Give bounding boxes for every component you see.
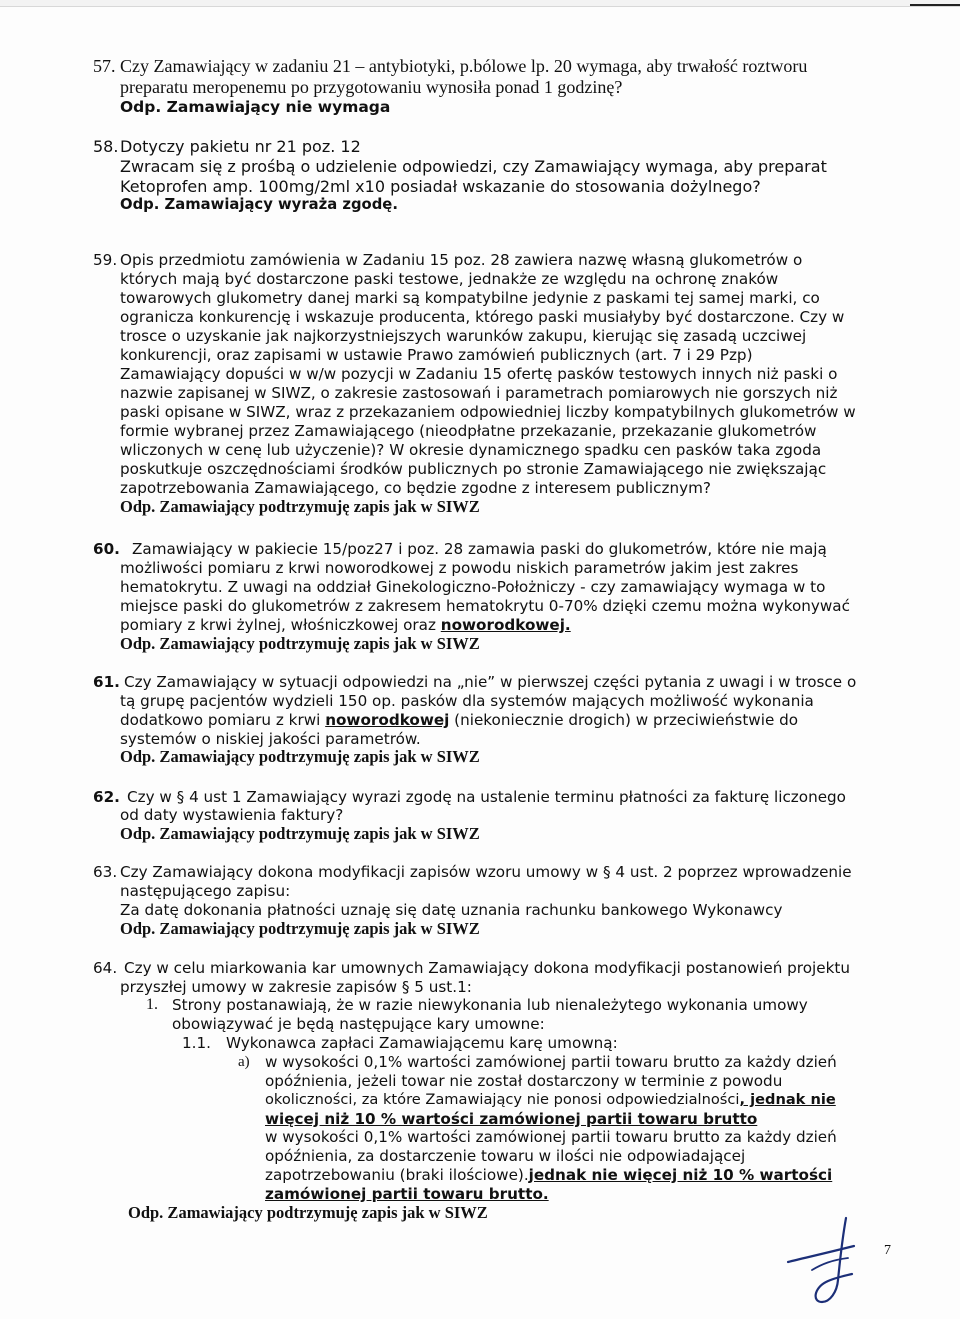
q60-number: 60. [93,540,120,558]
q64-a-line2: opóźnienia, jeżeli towar nie został dostarczony w terminie z powodu [265,1072,783,1090]
q64-a-line3 [265,1091,836,1108]
q64-item1-line1: Strony postanawiają, że w razie niewykonania lub nienależytego wykonania umowy [172,996,808,1014]
q63-line2: następującego zapisu: [120,882,291,900]
q57-line2: preparatu meropenemu po przygotowaniu wynosiła ponad 1 godzinę? [120,77,623,97]
q64-item-a-letter: a) [238,1054,250,1070]
q57-number: 57. [93,56,116,76]
q64-a-line3-underlined: , jednak nie [739,1091,836,1108]
handwritten-signature [782,1210,860,1308]
q57-line1: Czy Zamawiający w zadaniu 21 – antybiotyki, p.bólowe lp. 20 wymaga, aby trwałość roztworu [120,56,808,76]
scan-top-edge [0,0,960,7]
q60-answer: Odp. Zamawiający podtrzymuję zapis jak w SIWZ [120,634,480,653]
q59-line: zapotrzebowania Zamawiającego, co będzie zgodne z interesem publicznym? [120,479,711,497]
q64-a-line5: w wysokości 0,1% wartości zamówionej partii towaru brutto za każdy dzień [265,1128,837,1146]
q58-line1: Dotyczy pakietu nr 21 poz. 12 [120,137,361,156]
q63-number: 63. [93,863,118,881]
q62-line2: od daty wystawienia faktury? [120,806,344,824]
q60-line1: Zamawiający w pakiecie 15/poz27 i poz. 28 zamawia paski do glukometrów, które nie mają [132,540,827,558]
q63-answer: Odp. Zamawiający podtrzymuję zapis jak w SIWZ [120,919,480,938]
q62-line1: Czy w § 4 ust 1 Zamawiający wyrazi zgodę na ustalenie terminu płatności za fakturę liczonego [127,788,846,806]
q59-line: ogranicza konkurencję i wskazuje producenta, którego paski musiałyby być dostarczone. Czy w [120,308,845,326]
q58-line3: Ketoprofen amp. 100mg/2ml x10 posiadał wskazanie do stosowania dożylnego? [120,177,761,196]
q64-item11-text: Wykonawca zapłaci Zamawiającemu karę umowną: [226,1034,618,1052]
q59-line: których mają być dostarczone paski testowe, jednakże ze względu na ochronę znaków [120,270,779,288]
q61-line3 [120,711,798,729]
q60-line4: miejsce paski do glukometrów z zakresem hematokrytu 0-70% dzięki czemu można wykonywać [120,597,850,615]
q64-a-line3-text: okoliczności, za które Zamawiający nie ponosi odpowiedzialności [265,1091,740,1108]
q64-line1: Czy w celu miarkowania kar umownych Zamawiający dokona modyfikacji postanowień projektu [124,959,850,977]
q58-number: 58. [93,137,119,156]
q59-answer: Odp. Zamawiający podtrzymuję zapis jak w SIWZ [120,497,480,516]
q59-line: Zamawiający dopuści w w/w pozycji w Zadaniu 15 ofertę pasków testowych innych niż paski o [120,365,838,383]
q61-line4: systemów o niskiej jakości parametrów. [120,730,421,748]
q60-line5 [120,616,571,634]
scan-top-mark [910,4,960,6]
q64-a-line4: więcej niż 10 % wartości zamówionej partii towaru brutto [265,1110,758,1128]
q61-line2: tą grupę pacjentów wydzieli 150 op. pasków dla systemów mających możliwość wykonania [120,692,814,710]
q59-body [120,251,892,498]
q59-line: paski opisane w SIWZ, wraz z przekazaniem odpowiedniej liczby kompatybilnych glukometrów w [120,403,856,421]
q59-line: nazwie zapisanej w SIWZ, o zakresie zastosowań i parametrach pomiarowych nie gorszych niż [120,384,838,402]
q60-line3: hematokrytu. Z uwagi na oddział Ginekologiczno-Położniczy - czy zamawiający wymaga w to [120,578,826,596]
q59-line: Opis przedmiotu zamówienia w Zadaniu 15 poz. 28 zawiera nazwę własną glukometrów o [120,251,803,269]
q61-answer: Odp. Zamawiający podtrzymuję zapis jak w SIWZ [120,747,480,766]
q61-line3-text: dodatkowo pomiaru z krwi [120,711,326,729]
page-number: 7 [884,1243,891,1258]
q61-number: 61. [93,673,120,691]
q64-a-line6: opóźnienia, za dostarczenie towaru w ilości nie odpowiadającej [265,1147,746,1165]
q64-a-line8: zamówionej partii towaru brutto. [265,1185,549,1203]
q60-line5-underlined: noworodkowej. [440,616,571,634]
q59-line: wliczonych w cenę lub użyczenie)? W okresie dynamicznego spadku cen pasków taka zgoda [120,441,822,459]
q64-a-line7 [265,1166,832,1184]
q64-answer: Odp. Zamawiający podtrzymuję zapis jak w SIWZ [128,1203,488,1222]
q63-line3: Za datę dokonania płatności uznaję się datę uznania rachunku bankowego Wykonawcy [120,901,783,919]
q62-number: 62. [93,788,120,806]
q59-line: towarowych glukometry danej marki są kompatybilne jedynie z paskami tej samej marki, co [120,289,820,307]
q57-answer: Odp. Zamawiający nie wymaga [120,98,391,116]
q59-line: poskutkuje oszczędnościami środków publicznych po stronie Zamawiającego nie zwiększając [120,460,827,478]
q64-line2: przyszłej umowy w zakresie zapisów § 5 ust.1: [120,978,472,996]
q61-line3-underlined: noworodkowej [325,711,450,729]
q58-line2: Zwracam się z prośbą o udzielenie odpowiedzi, czy Zamawiający wymaga, aby preparat [120,157,827,176]
q59-line: konkurencji, oraz zapisami w ustawie Prawo zamówień publicznych (art. 7 i 29 Pzp) [120,346,753,364]
q60-line2: możliwości pomiaru z krwi noworodkowej z powodu niskich parametrów jakim jest zakres [120,559,799,577]
q64-item11-number: 1.1. [182,1034,211,1052]
q58-answer: Odp. Zamawiający wyraża zgodę. [120,196,398,213]
q59-line: trosce o uzyskanie jak najkorzystniejszych warunków zakupu, kierując się zasadą uczciwej [120,327,807,345]
q61-line3-rest: (niekoniecznie drogich) w przeciwieństwie do [449,711,799,729]
q64-item1-line2: obowiązywać je będą następujące kary umowne: [172,1015,545,1033]
q64-item1-number: 1. [146,996,158,1013]
q63-line1: Czy Zamawiający dokona modyfikacji zapisów wzoru umowy w § 4 ust. 2 poprzez wprowadzenie [120,863,852,881]
q64-number: 64. [93,959,118,977]
q61-line1: Czy Zamawiający w sytuacji odpowiedzi na „nie” w pierwszej części pytania z uwagi i w trosce o [124,673,857,691]
q64-a-line7-underlined: jednak nie więcej niż 10 % wartości [528,1166,833,1184]
q64-a-line7-text: zapotrzebowaniu (braki ilościowe). [265,1166,529,1184]
q59-line: formie wybranej przez Zamawiającego (nieodpłatne przekazanie, przekazanie glukometrów [120,422,817,440]
q64-a-line1: w wysokości 0,1% wartości zamówionej partii towaru brutto za każdy dzień [265,1053,837,1071]
q59-number: 59. [93,251,118,269]
q60-line5-text: pomiary z krwi żylnej, włośniczkowej oraz [120,616,441,634]
q62-answer: Odp. Zamawiający podtrzymuję zapis jak w SIWZ [120,824,480,843]
